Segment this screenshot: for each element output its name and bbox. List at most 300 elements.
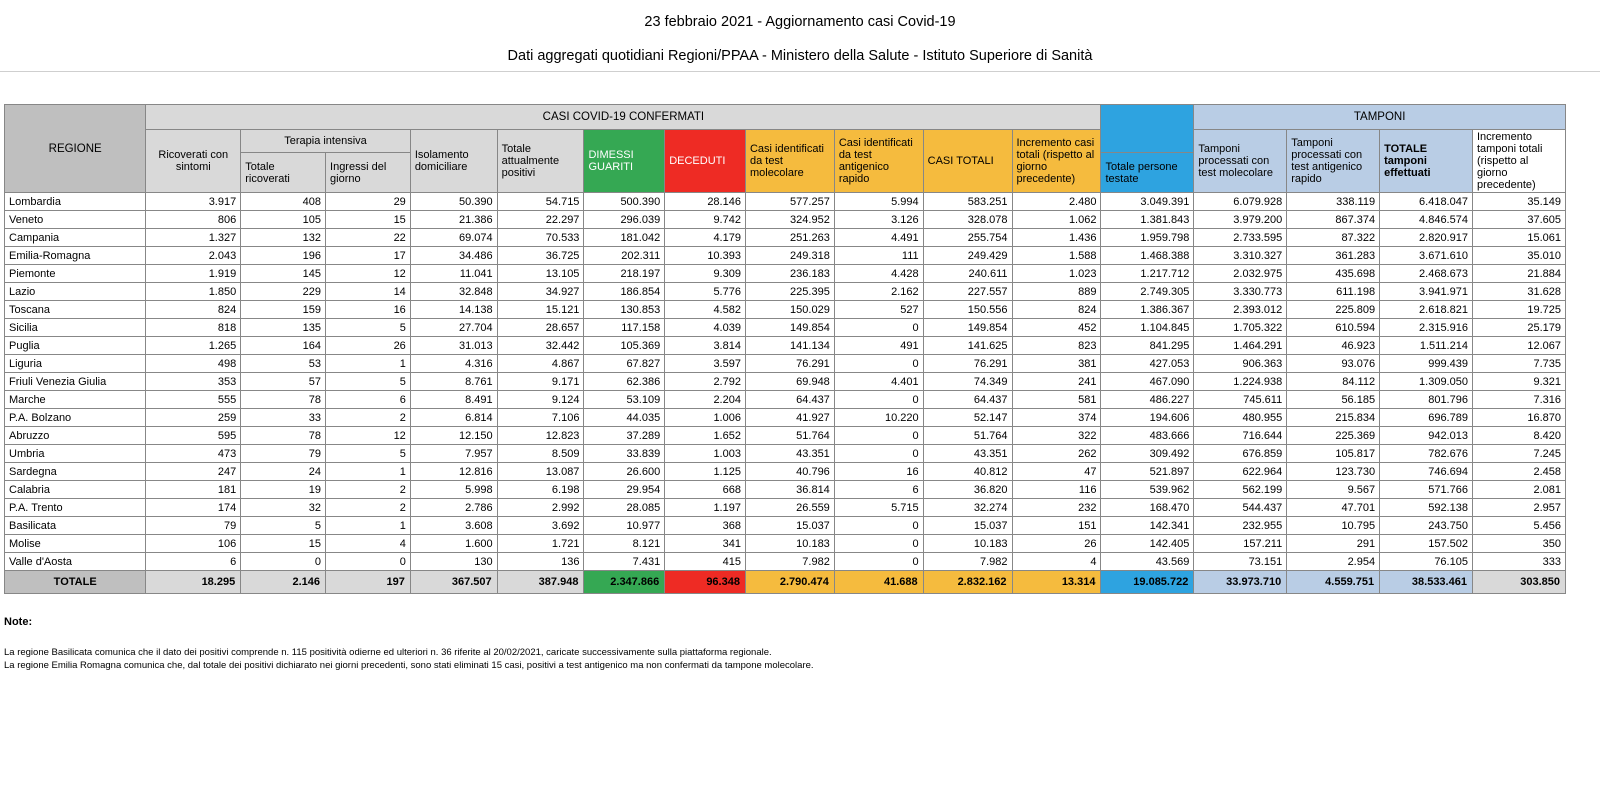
covid-table-container: [0, 104, 1600, 594]
cell-incremento-casi: 889: [1012, 283, 1101, 301]
table-row: [5, 391, 1566, 409]
cell-persone-testate: 483.666: [1101, 427, 1194, 445]
cell-molecolare: 26.559: [745, 499, 834, 517]
table-row: [5, 499, 1566, 517]
cell-incremento-tamponi: 25.179: [1472, 319, 1565, 337]
cell-ti-totale: 164: [241, 337, 326, 355]
header-dimessi-guariti: DIMESSI GUARITI: [584, 130, 665, 193]
cell-persone-testate: 1.104.845: [1101, 319, 1194, 337]
cell-molecolare: 15.037: [745, 517, 834, 535]
cell-ricoverati: 3.917: [146, 193, 241, 211]
cell-guariti: 44.035: [584, 409, 665, 427]
cell-casi-totali: 240.611: [923, 265, 1012, 283]
cell-ti-ingressi: 5: [326, 373, 411, 391]
cell-ti-totale: 78: [241, 427, 326, 445]
cell-incremento-casi: 1.062: [1012, 211, 1101, 229]
table-row: [5, 517, 1566, 535]
cell-antigenico: 4.428: [834, 265, 923, 283]
table-row: [5, 427, 1566, 445]
covid-data-table: [4, 104, 1566, 594]
header-terapia-intensiva: Terapia intensiva: [241, 130, 411, 153]
header-tamponi-antigenico: Tamponi processati con test antigenico rapido: [1287, 130, 1380, 193]
cell-regione: Valle d'Aosta: [5, 553, 146, 571]
cell-ricoverati: 259: [146, 409, 241, 427]
cell-molecolare: 51.764: [745, 427, 834, 445]
table-row: [5, 319, 1566, 337]
cell-tamponi-tot: 157.502: [1380, 535, 1473, 553]
cell-regione: P.A. Bolzano: [5, 409, 146, 427]
cell-tamponi-mol: 3.310.327: [1194, 247, 1287, 265]
cell-ti-ingressi: 5: [326, 445, 411, 463]
cell-molecolare: 249.318: [745, 247, 834, 265]
cell-ti-totale: 0: [241, 553, 326, 571]
cell-ti-totale: 408: [241, 193, 326, 211]
header-casi-test-antigenico: Casi identificati da test antigenico rapido: [834, 130, 923, 193]
table-row: [5, 535, 1566, 553]
cell-attualmente-positivi: 136: [497, 553, 584, 571]
cell-ti-totale: 196: [241, 247, 326, 265]
cell-ti-ingressi: 2: [326, 481, 411, 499]
cell-attualmente-positivi: 8.509: [497, 445, 584, 463]
cell-tamponi-ant: 225.809: [1287, 301, 1380, 319]
cell-deceduti: 2.204: [665, 391, 746, 409]
cell-incremento-casi: 452: [1012, 319, 1101, 337]
header-casi-totali: CASI TOTALI: [923, 130, 1012, 193]
cell-antigenico: 6: [834, 481, 923, 499]
cell-ti-ingressi: 12: [326, 265, 411, 283]
cell-antigenico: 0: [834, 427, 923, 445]
table-row: [5, 409, 1566, 427]
cell-tamponi-tot: 571.766: [1380, 481, 1473, 499]
cell-deceduti: 668: [665, 481, 746, 499]
cell-tamponi-tot: 1.511.214: [1380, 337, 1473, 355]
cell-guariti: 26.600: [584, 463, 665, 481]
header-casi-test-molecolare: Casi identificati da test molecolare: [745, 130, 834, 193]
cell-antigenico: 0: [834, 553, 923, 571]
cell-ti-ingressi: 22: [326, 229, 411, 247]
cell-incremento-tamponi: 37.605: [1472, 211, 1565, 229]
table-row: [5, 247, 1566, 265]
cell-ti-ingressi: 1: [326, 517, 411, 535]
table-row: [5, 337, 1566, 355]
cell-regione: Veneto: [5, 211, 146, 229]
cell-isolamento: 69.074: [410, 229, 497, 247]
cell-regione: Emilia-Romagna: [5, 247, 146, 265]
cell-regione: Liguria: [5, 355, 146, 373]
cell-antigenico: 111: [834, 247, 923, 265]
cell-casi-totali: 32.274: [923, 499, 1012, 517]
cell-isolamento: 11.041: [410, 265, 497, 283]
cell-isolamento: 3.608: [410, 517, 497, 535]
cell-antigenico: 0: [834, 391, 923, 409]
page-subtitle: Dati aggregati quotidiani Regioni/PPAA - Ministero della Salute - Istituto Superiore di Sanità: [507, 48, 1093, 64]
cell-incremento-tamponi: 35.010: [1472, 247, 1565, 265]
cell-regione: Marche: [5, 391, 146, 409]
cell-deceduti: 2.792: [665, 373, 746, 391]
cell-tamponi-tot: 801.796: [1380, 391, 1473, 409]
cell-incremento-tamponi: 16.870: [1472, 409, 1565, 427]
cell-molecolare: 40.796: [745, 463, 834, 481]
cell-tamponi-mol: 2.393.012: [1194, 301, 1287, 319]
cell-persone-testate: 427.053: [1101, 355, 1194, 373]
cell-deceduti: 9.309: [665, 265, 746, 283]
cell-ti-ingressi: 0: [326, 553, 411, 571]
cell-incremento-tamponi: 333: [1472, 553, 1565, 571]
cell-antigenico: 16: [834, 463, 923, 481]
cell-casi-totali: 74.349: [923, 373, 1012, 391]
cell-tamponi-tot: 4.846.574: [1380, 211, 1473, 229]
cell-attualmente-positivi: 9.124: [497, 391, 584, 409]
cell-tamponi-ant: 46.923: [1287, 337, 1380, 355]
cell-incremento-casi: 2.480: [1012, 193, 1101, 211]
cell-ti-totale: 19: [241, 481, 326, 499]
cell-total-label: TOTALE: [5, 571, 146, 594]
cell-molecolare: 36.814: [745, 481, 834, 499]
cell-tamponi-mol: 73.151: [1194, 553, 1287, 571]
cell-ti-totale: 5: [241, 517, 326, 535]
cell-total-deceduti: 96.348: [665, 571, 746, 594]
cell-deceduti: 341: [665, 535, 746, 553]
table-row: [5, 265, 1566, 283]
group-tamponi: TAMPONI: [1194, 105, 1566, 130]
cell-tamponi-tot: 942.013: [1380, 427, 1473, 445]
cell-attualmente-positivi: 4.867: [497, 355, 584, 373]
cell-isolamento: 5.998: [410, 481, 497, 499]
cell-antigenico: 3.126: [834, 211, 923, 229]
cell-incremento-casi: 581: [1012, 391, 1101, 409]
cell-incremento-casi: 823: [1012, 337, 1101, 355]
cell-persone-testate: 1.959.798: [1101, 229, 1194, 247]
cell-tamponi-mol: 716.644: [1194, 427, 1287, 445]
cell-tamponi-mol: 1.224.938: [1194, 373, 1287, 391]
cell-attualmente-positivi: 15.121: [497, 301, 584, 319]
cell-antigenico: 4.401: [834, 373, 923, 391]
cell-persone-testate: 194.606: [1101, 409, 1194, 427]
cell-ti-totale: 159: [241, 301, 326, 319]
cell-casi-totali: 583.251: [923, 193, 1012, 211]
cell-incremento-casi: 1.023: [1012, 265, 1101, 283]
cell-casi-totali: 328.078: [923, 211, 1012, 229]
cell-ti-ingressi: 2: [326, 409, 411, 427]
cell-attualmente-positivi: 36.725: [497, 247, 584, 265]
cell-ti-ingressi: 15: [326, 211, 411, 229]
cell-isolamento: 31.013: [410, 337, 497, 355]
cell-ti-ingressi: 17: [326, 247, 411, 265]
cell-ti-totale: 15: [241, 535, 326, 553]
cell-molecolare: 10.183: [745, 535, 834, 553]
cell-attualmente-positivi: 13.105: [497, 265, 584, 283]
cell-persone-testate: 309.492: [1101, 445, 1194, 463]
cell-guariti: 28.085: [584, 499, 665, 517]
cell-casi-totali: 255.754: [923, 229, 1012, 247]
cell-tamponi-ant: 56.185: [1287, 391, 1380, 409]
cell-tamponi-tot: 2.618.821: [1380, 301, 1473, 319]
cell-incremento-tamponi: 8.420: [1472, 427, 1565, 445]
cell-ricoverati: 247: [146, 463, 241, 481]
note-line-2: La regione Emilia Romagna comunica che, dal totale dei positivi dichiarato nei giorni precedenti, sono stati eliminati 15 casi, positivi a test antigenico ma non confermati da tampone molecolare.: [4, 660, 814, 671]
cell-tamponi-mol: 676.859: [1194, 445, 1287, 463]
cell-incremento-casi: 232: [1012, 499, 1101, 517]
cell-ricoverati: 353: [146, 373, 241, 391]
header-totale-tamponi-effettuati: TOTALE tamponi effettuati: [1380, 130, 1473, 193]
cell-ti-ingressi: 14: [326, 283, 411, 301]
cell-tamponi-tot: 746.694: [1380, 463, 1473, 481]
cell-ti-totale: 79: [241, 445, 326, 463]
cell-incremento-tamponi: 12.067: [1472, 337, 1565, 355]
cell-antigenico: 0: [834, 535, 923, 553]
cell-molecolare: 236.183: [745, 265, 834, 283]
cell-deceduti: 1.003: [665, 445, 746, 463]
cell-isolamento: 8.491: [410, 391, 497, 409]
cell-tamponi-mol: 480.955: [1194, 409, 1287, 427]
cell-antigenico: 0: [834, 445, 923, 463]
cell-ti-totale: 53: [241, 355, 326, 373]
cell-guariti: 37.289: [584, 427, 665, 445]
cell-incremento-tamponi: 7.245: [1472, 445, 1565, 463]
cell-tamponi-tot: 243.750: [1380, 517, 1473, 535]
cell-ti-ingressi: 12: [326, 427, 411, 445]
cell-deceduti: 5.776: [665, 283, 746, 301]
cell-regione: Lombardia: [5, 193, 146, 211]
cell-molecolare: 43.351: [745, 445, 834, 463]
cell-molecolare: 251.263: [745, 229, 834, 247]
covid-table-body: [5, 193, 1566, 594]
cell-tamponi-mol: 6.079.928: [1194, 193, 1287, 211]
cell-incremento-casi: 151: [1012, 517, 1101, 535]
cell-persone-testate: 168.470: [1101, 499, 1194, 517]
cell-regione: Toscana: [5, 301, 146, 319]
cell-ricoverati: 473: [146, 445, 241, 463]
cell-isolamento: 1.600: [410, 535, 497, 553]
cell-total-guariti: 2.347.866: [584, 571, 665, 594]
cell-total-incremento-casi: 13.314: [1012, 571, 1101, 594]
cell-antigenico: 0: [834, 355, 923, 373]
cell-molecolare: 577.257: [745, 193, 834, 211]
cell-incremento-casi: 241: [1012, 373, 1101, 391]
cell-incremento-tamponi: 2.957: [1472, 499, 1565, 517]
cell-tamponi-ant: 225.369: [1287, 427, 1380, 445]
cell-ricoverati: 498: [146, 355, 241, 373]
cell-tamponi-ant: 610.594: [1287, 319, 1380, 337]
cell-ricoverati: 106: [146, 535, 241, 553]
cell-casi-totali: 227.557: [923, 283, 1012, 301]
table-row: [5, 373, 1566, 391]
cell-antigenico: 491: [834, 337, 923, 355]
table-row: [5, 463, 1566, 481]
cell-regione: Umbria: [5, 445, 146, 463]
cell-ricoverati: 1.919: [146, 265, 241, 283]
cell-ti-ingressi: 5: [326, 319, 411, 337]
cell-ricoverati: 595: [146, 427, 241, 445]
cell-attualmente-positivi: 12.823: [497, 427, 584, 445]
cell-tamponi-ant: 215.834: [1287, 409, 1380, 427]
cell-tamponi-mol: 562.199: [1194, 481, 1287, 499]
cell-persone-testate: 1.468.388: [1101, 247, 1194, 265]
cell-total-tamponi-tot: 38.533.461: [1380, 571, 1473, 594]
cell-ricoverati: 824: [146, 301, 241, 319]
cell-incremento-tamponi: 35.149: [1472, 193, 1565, 211]
cell-tamponi-mol: 1.464.291: [1194, 337, 1287, 355]
cell-attualmente-positivi: 34.927: [497, 283, 584, 301]
cell-persone-testate: 3.049.391: [1101, 193, 1194, 211]
cell-guariti: 202.311: [584, 247, 665, 265]
cell-casi-totali: 52.147: [923, 409, 1012, 427]
header-incremento-casi-totali: Incremento casi totali (rispetto al giorno precedente): [1012, 130, 1101, 193]
cell-attualmente-positivi: 7.106: [497, 409, 584, 427]
cell-total-ricoverati: 18.295: [146, 571, 241, 594]
cell-tamponi-ant: 9.567: [1287, 481, 1380, 499]
cell-ricoverati: 1.327: [146, 229, 241, 247]
cell-deceduti: 368: [665, 517, 746, 535]
cell-ti-totale: 78: [241, 391, 326, 409]
cell-casi-totali: 40.812: [923, 463, 1012, 481]
cell-guariti: 62.386: [584, 373, 665, 391]
table-row: [5, 283, 1566, 301]
cell-tamponi-ant: 84.112: [1287, 373, 1380, 391]
cell-deceduti: 28.146: [665, 193, 746, 211]
notes-title: Note:: [4, 616, 33, 628]
cell-casi-totali: 43.351: [923, 445, 1012, 463]
cell-ti-ingressi: 6: [326, 391, 411, 409]
cell-persone-testate: 1.217.712: [1101, 265, 1194, 283]
cell-casi-totali: 51.764: [923, 427, 1012, 445]
cell-total-tamponi-ant: 4.559.751: [1287, 571, 1380, 594]
cell-regione: P.A. Trento: [5, 499, 146, 517]
cell-tamponi-mol: 622.964: [1194, 463, 1287, 481]
table-row: [5, 445, 1566, 463]
cell-regione: Lazio: [5, 283, 146, 301]
cell-casi-totali: 76.291: [923, 355, 1012, 373]
cell-ricoverati: 806: [146, 211, 241, 229]
cell-antigenico: 527: [834, 301, 923, 319]
cell-ti-ingressi: 29: [326, 193, 411, 211]
cell-tamponi-mol: 3.979.200: [1194, 211, 1287, 229]
cell-ti-totale: 229: [241, 283, 326, 301]
cell-tamponi-tot: 1.309.050: [1380, 373, 1473, 391]
cell-casi-totali: 15.037: [923, 517, 1012, 535]
table-row: [5, 229, 1566, 247]
cell-attualmente-positivi: 9.171: [497, 373, 584, 391]
cell-tamponi-ant: 338.119: [1287, 193, 1380, 211]
cell-molecolare: 225.395: [745, 283, 834, 301]
cell-molecolare: 76.291: [745, 355, 834, 373]
cell-isolamento: 27.704: [410, 319, 497, 337]
cell-casi-totali: 141.625: [923, 337, 1012, 355]
cell-tamponi-tot: 2.820.917: [1380, 229, 1473, 247]
cell-ricoverati: 79: [146, 517, 241, 535]
cell-tamponi-mol: 157.211: [1194, 535, 1287, 553]
cell-attualmente-positivi: 32.442: [497, 337, 584, 355]
cell-tamponi-ant: 93.076: [1287, 355, 1380, 373]
cell-ti-totale: 132: [241, 229, 326, 247]
cell-isolamento: 130: [410, 553, 497, 571]
header-ricoverati-con-sintomi: Ricoverati con sintomi: [146, 130, 241, 193]
note-line-1: La regione Basilicata comunica che il dato dei positivi comprende n. 115 positività odierne ed ulteriori n. 36 riferite al 20/02/2021, caricate successivamente sulla piattaforma regionale.: [4, 647, 772, 658]
cell-deceduti: 1.652: [665, 427, 746, 445]
cell-attualmente-positivi: 13.087: [497, 463, 584, 481]
cell-ricoverati: 6: [146, 553, 241, 571]
cell-persone-testate: 841.295: [1101, 337, 1194, 355]
cell-casi-totali: 36.820: [923, 481, 1012, 499]
cell-persone-testate: 1.386.367: [1101, 301, 1194, 319]
cell-incremento-tamponi: 5.456: [1472, 517, 1565, 535]
cell-attualmente-positivi: 70.533: [497, 229, 584, 247]
cell-ti-ingressi: 1: [326, 463, 411, 481]
cell-isolamento: 14.138: [410, 301, 497, 319]
cell-deceduti: 1.006: [665, 409, 746, 427]
cell-casi-totali: 249.429: [923, 247, 1012, 265]
cell-guariti: 7.431: [584, 553, 665, 571]
cell-molecolare: 41.927: [745, 409, 834, 427]
cell-molecolare: 64.437: [745, 391, 834, 409]
cell-attualmente-positivi: 54.715: [497, 193, 584, 211]
cell-molecolare: 69.948: [745, 373, 834, 391]
table-row: [5, 193, 1566, 211]
cell-incremento-casi: 1.436: [1012, 229, 1101, 247]
cell-tamponi-ant: 87.322: [1287, 229, 1380, 247]
group-casi-confermati: CASI COVID-19 CONFERMATI: [146, 105, 1101, 130]
cell-total-casi-totali: 2.832.162: [923, 571, 1012, 594]
cell-tamponi-ant: 123.730: [1287, 463, 1380, 481]
header-ingressi-del-giorno: Ingressi del giorno: [326, 153, 411, 193]
cell-tamponi-tot: 2.468.673: [1380, 265, 1473, 283]
cell-regione: Sardegna: [5, 463, 146, 481]
cell-guariti: 181.042: [584, 229, 665, 247]
cell-ricoverati: 181: [146, 481, 241, 499]
cell-persone-testate: 142.405: [1101, 535, 1194, 553]
cell-tamponi-mol: 906.363: [1194, 355, 1287, 373]
cell-ricoverati: 2.043: [146, 247, 241, 265]
cell-attualmente-positivi: 2.992: [497, 499, 584, 517]
page-header: [0, 0, 1600, 72]
cell-antigenico: 0: [834, 319, 923, 337]
cell-attualmente-positivi: 6.198: [497, 481, 584, 499]
cell-tamponi-tot: 696.789: [1380, 409, 1473, 427]
table-row: [5, 301, 1566, 319]
cell-total-antigenico: 41.688: [834, 571, 923, 594]
notes-section: [0, 616, 1600, 672]
header-isolamento-domiciliare: Isolamento domiciliare: [410, 130, 497, 193]
cell-incremento-tamponi: 2.458: [1472, 463, 1565, 481]
cell-total-attualmente-positivi: 387.948: [497, 571, 584, 594]
cell-regione: Abruzzo: [5, 427, 146, 445]
cell-molecolare: 150.029: [745, 301, 834, 319]
cell-incremento-tamponi: 19.725: [1472, 301, 1565, 319]
cell-total-isolamento: 367.507: [410, 571, 497, 594]
cell-guariti: 67.827: [584, 355, 665, 373]
cell-tamponi-mol: 544.437: [1194, 499, 1287, 517]
cell-casi-totali: 150.556: [923, 301, 1012, 319]
cell-tamponi-mol: 1.705.322: [1194, 319, 1287, 337]
cell-persone-testate: 486.227: [1101, 391, 1194, 409]
cell-tamponi-ant: 611.198: [1287, 283, 1380, 301]
cell-tamponi-tot: 592.138: [1380, 499, 1473, 517]
cell-incremento-casi: 116: [1012, 481, 1101, 499]
cell-casi-totali: 10.183: [923, 535, 1012, 553]
page-title: 23 febbraio 2021 - Aggiornamento casi Covid-19: [644, 14, 956, 30]
cell-regione: Puglia: [5, 337, 146, 355]
cell-deceduti: 4.179: [665, 229, 746, 247]
cell-incremento-casi: 26: [1012, 535, 1101, 553]
cell-ti-ingressi: 1: [326, 355, 411, 373]
cell-incremento-casi: 381: [1012, 355, 1101, 373]
cell-persone-testate: 539.962: [1101, 481, 1194, 499]
cell-incremento-tamponi: 9.321: [1472, 373, 1565, 391]
header-incremento-tamponi-totali: Incremento tamponi totali (rispetto al giorno precedente): [1472, 130, 1565, 193]
cell-tamponi-mol: 745.611: [1194, 391, 1287, 409]
cell-incremento-casi: 262: [1012, 445, 1101, 463]
cell-isolamento: 2.786: [410, 499, 497, 517]
